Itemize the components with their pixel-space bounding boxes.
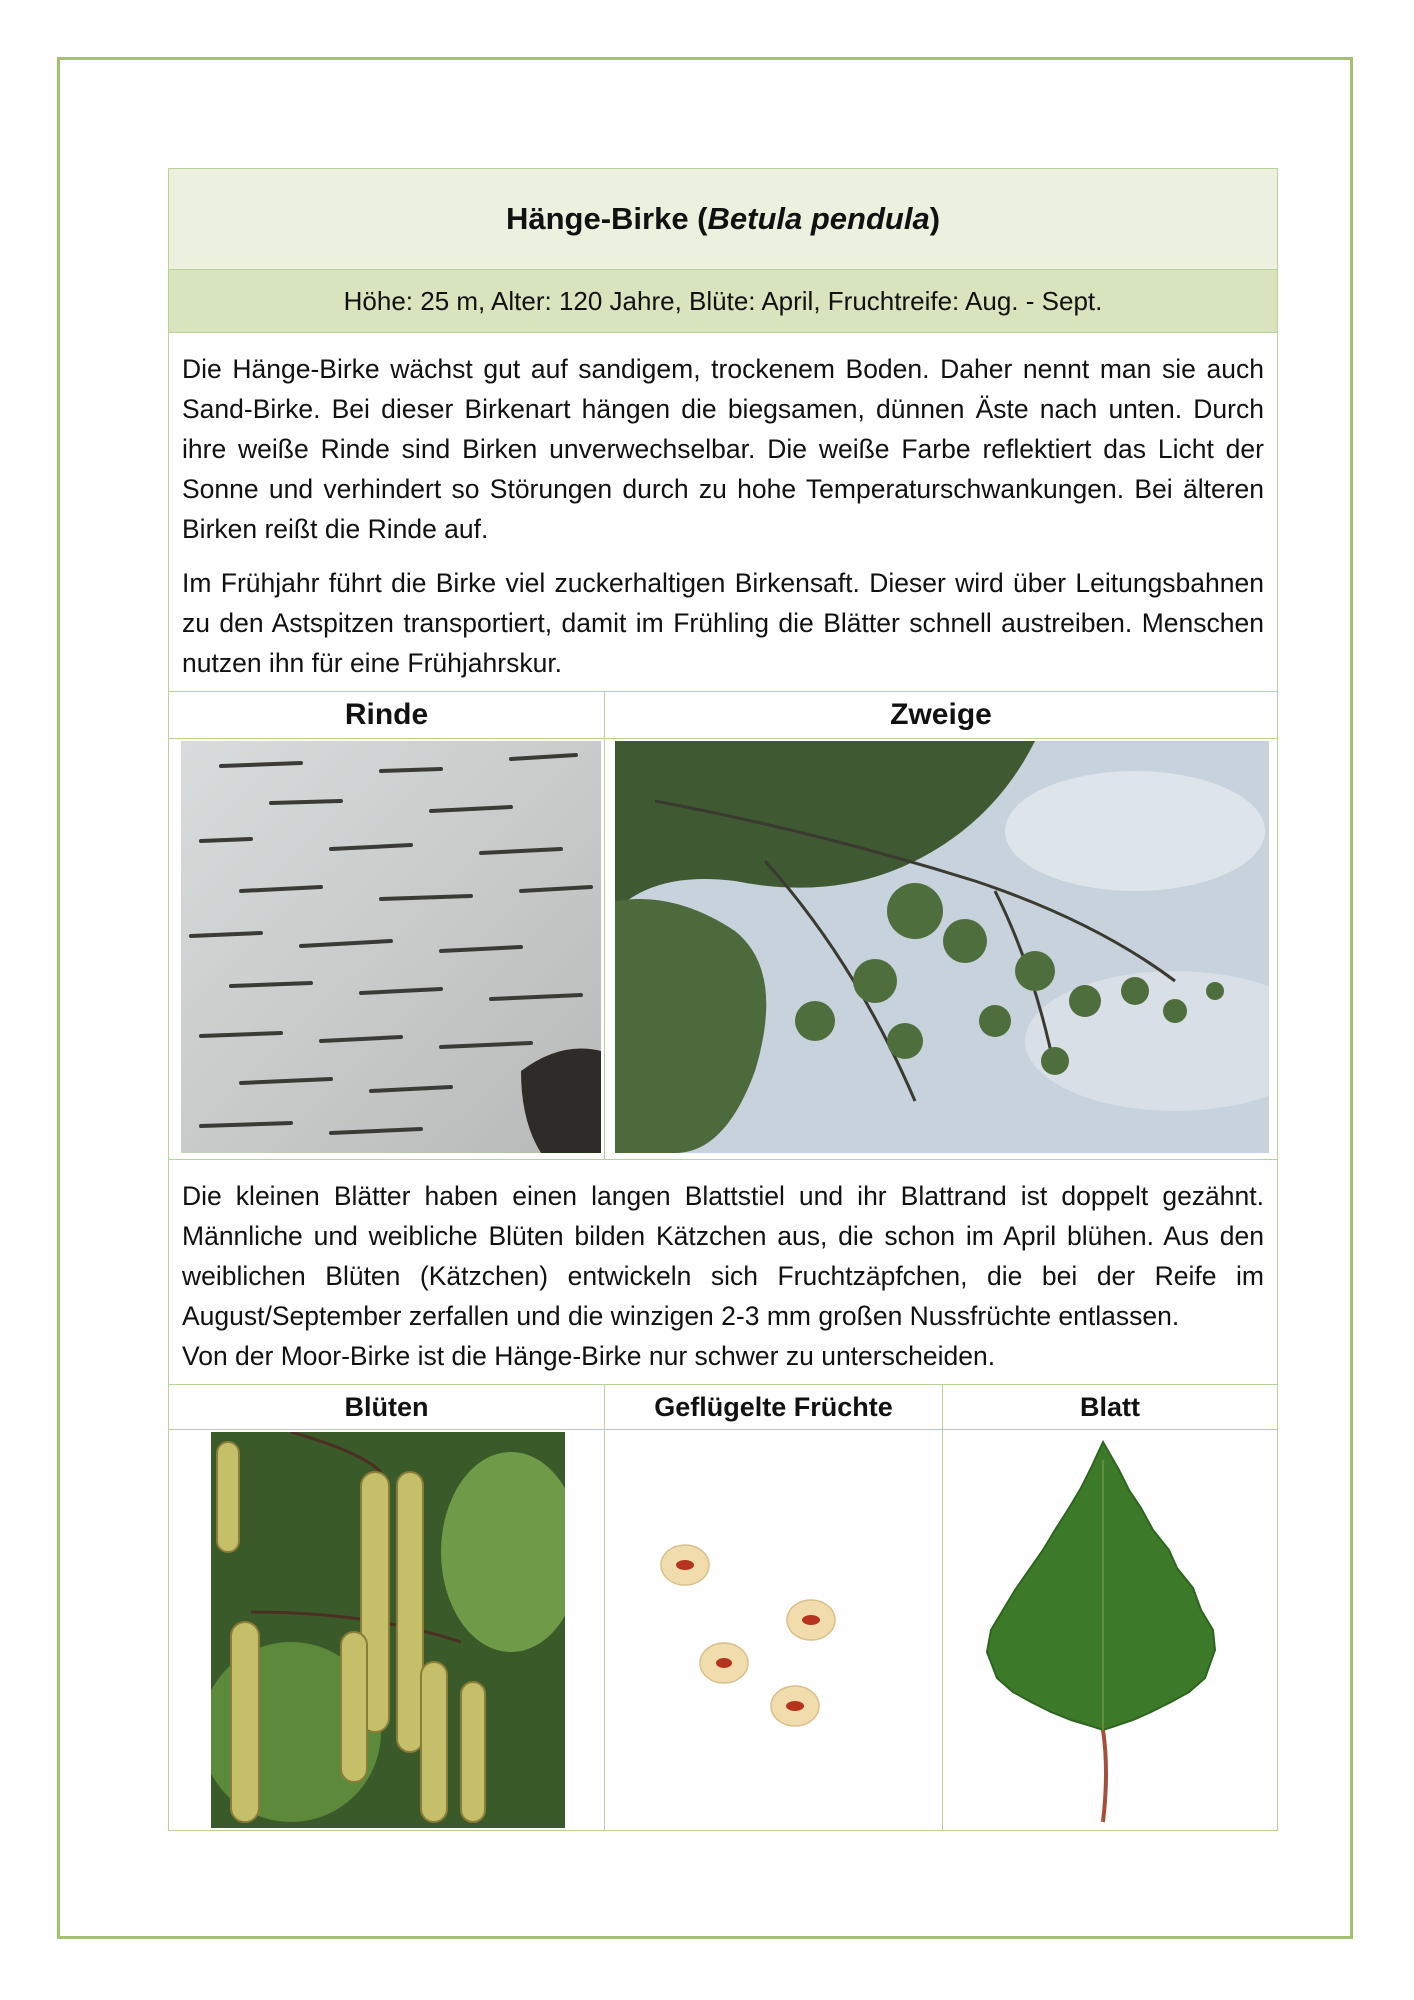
twigs-heading: Zweige xyxy=(890,698,992,731)
twigs-photo xyxy=(615,741,1269,1153)
intro-text xyxy=(169,333,1277,692)
details-text xyxy=(169,1160,1277,1385)
intro-paragraph-1: Die Hänge-Birke wächst gut auf sandigem, trockenem Boden. Daher nennt man sie auch Sand-Birke. Bei dieser Birkenart hängen die biegsamen, dünnen Äste nach unten. Durch ihre weiße Rinde sind Birken unverwechselbar. Die weiße Farbe reflektiert das Licht der Sonne und verhindert so Störungen durch zu hohe Temperaturschwankungen. Bei älteren Birken reißt die Rinde auf. xyxy=(182,354,1264,544)
species-sheet xyxy=(168,168,1278,1831)
fruits-photo-cell xyxy=(605,1430,943,1830)
flowers-photo-cell xyxy=(169,1430,605,1830)
intro-paragraph-2: Im Frühjahr führt die Birke viel zuckerhaltigen Birkensaft. Dieser wird über Leitungsbahnen zu den Astspitzen transportiert, damit im Frühling die Blätter schnell austreiben. Menschen nutzen ihn für eine Frühjahrskur. xyxy=(182,568,1264,678)
details-paragraph-1: Die kleinen Blätter haben einen langen Blattstiel und ihr Blattrand ist doppelt gezähnt. Männliche und weibliche Blüten bilden Kätzchen aus, die schon im April blühen. Aus den weiblichen Blüten (Kätzchen) entwickeln sich Fruchtzäpfchen, die bei der Reife im August/September zerfallen und die winzigen 2-3 mm großen Nussfrüchte entlassen. xyxy=(182,1181,1264,1331)
bark-photo-cell xyxy=(169,739,605,1159)
leaf-heading: Blatt xyxy=(1080,1391,1140,1422)
fruits-heading: Geflügelte Früchte xyxy=(605,1385,943,1429)
winged-fruits-photo xyxy=(605,1430,941,1828)
top-photo-headers xyxy=(169,692,1277,739)
bottom-photos xyxy=(169,1430,1277,1830)
twigs-photo-cell xyxy=(605,739,1277,1159)
bottom-photo-headers xyxy=(169,1385,1277,1430)
title-common-name: Hänge-Birke ( xyxy=(505,201,708,236)
title-suffix: ) xyxy=(929,201,941,236)
details-paragraph-2: Von der Moor-Birke ist die Hänge-Birke nur schwer zu unterscheiden. xyxy=(182,1341,996,1371)
bark-photo xyxy=(181,741,601,1153)
flowers-heading: Blüten xyxy=(169,1385,605,1429)
leaf-photo xyxy=(943,1430,1275,1828)
catkins-photo xyxy=(211,1432,565,1828)
leaf-photo-cell xyxy=(943,1430,1277,1830)
title-latin-name: Betula pendula xyxy=(707,201,930,236)
bark-heading: Rinde xyxy=(169,692,605,738)
facts-bar: Höhe: 25 m, Alter: 120 Jahre, Blüte: April, Fruchtreife: Aug. - Sept. xyxy=(169,270,1277,333)
page-title xyxy=(169,169,1277,270)
top-photos xyxy=(169,739,1277,1160)
